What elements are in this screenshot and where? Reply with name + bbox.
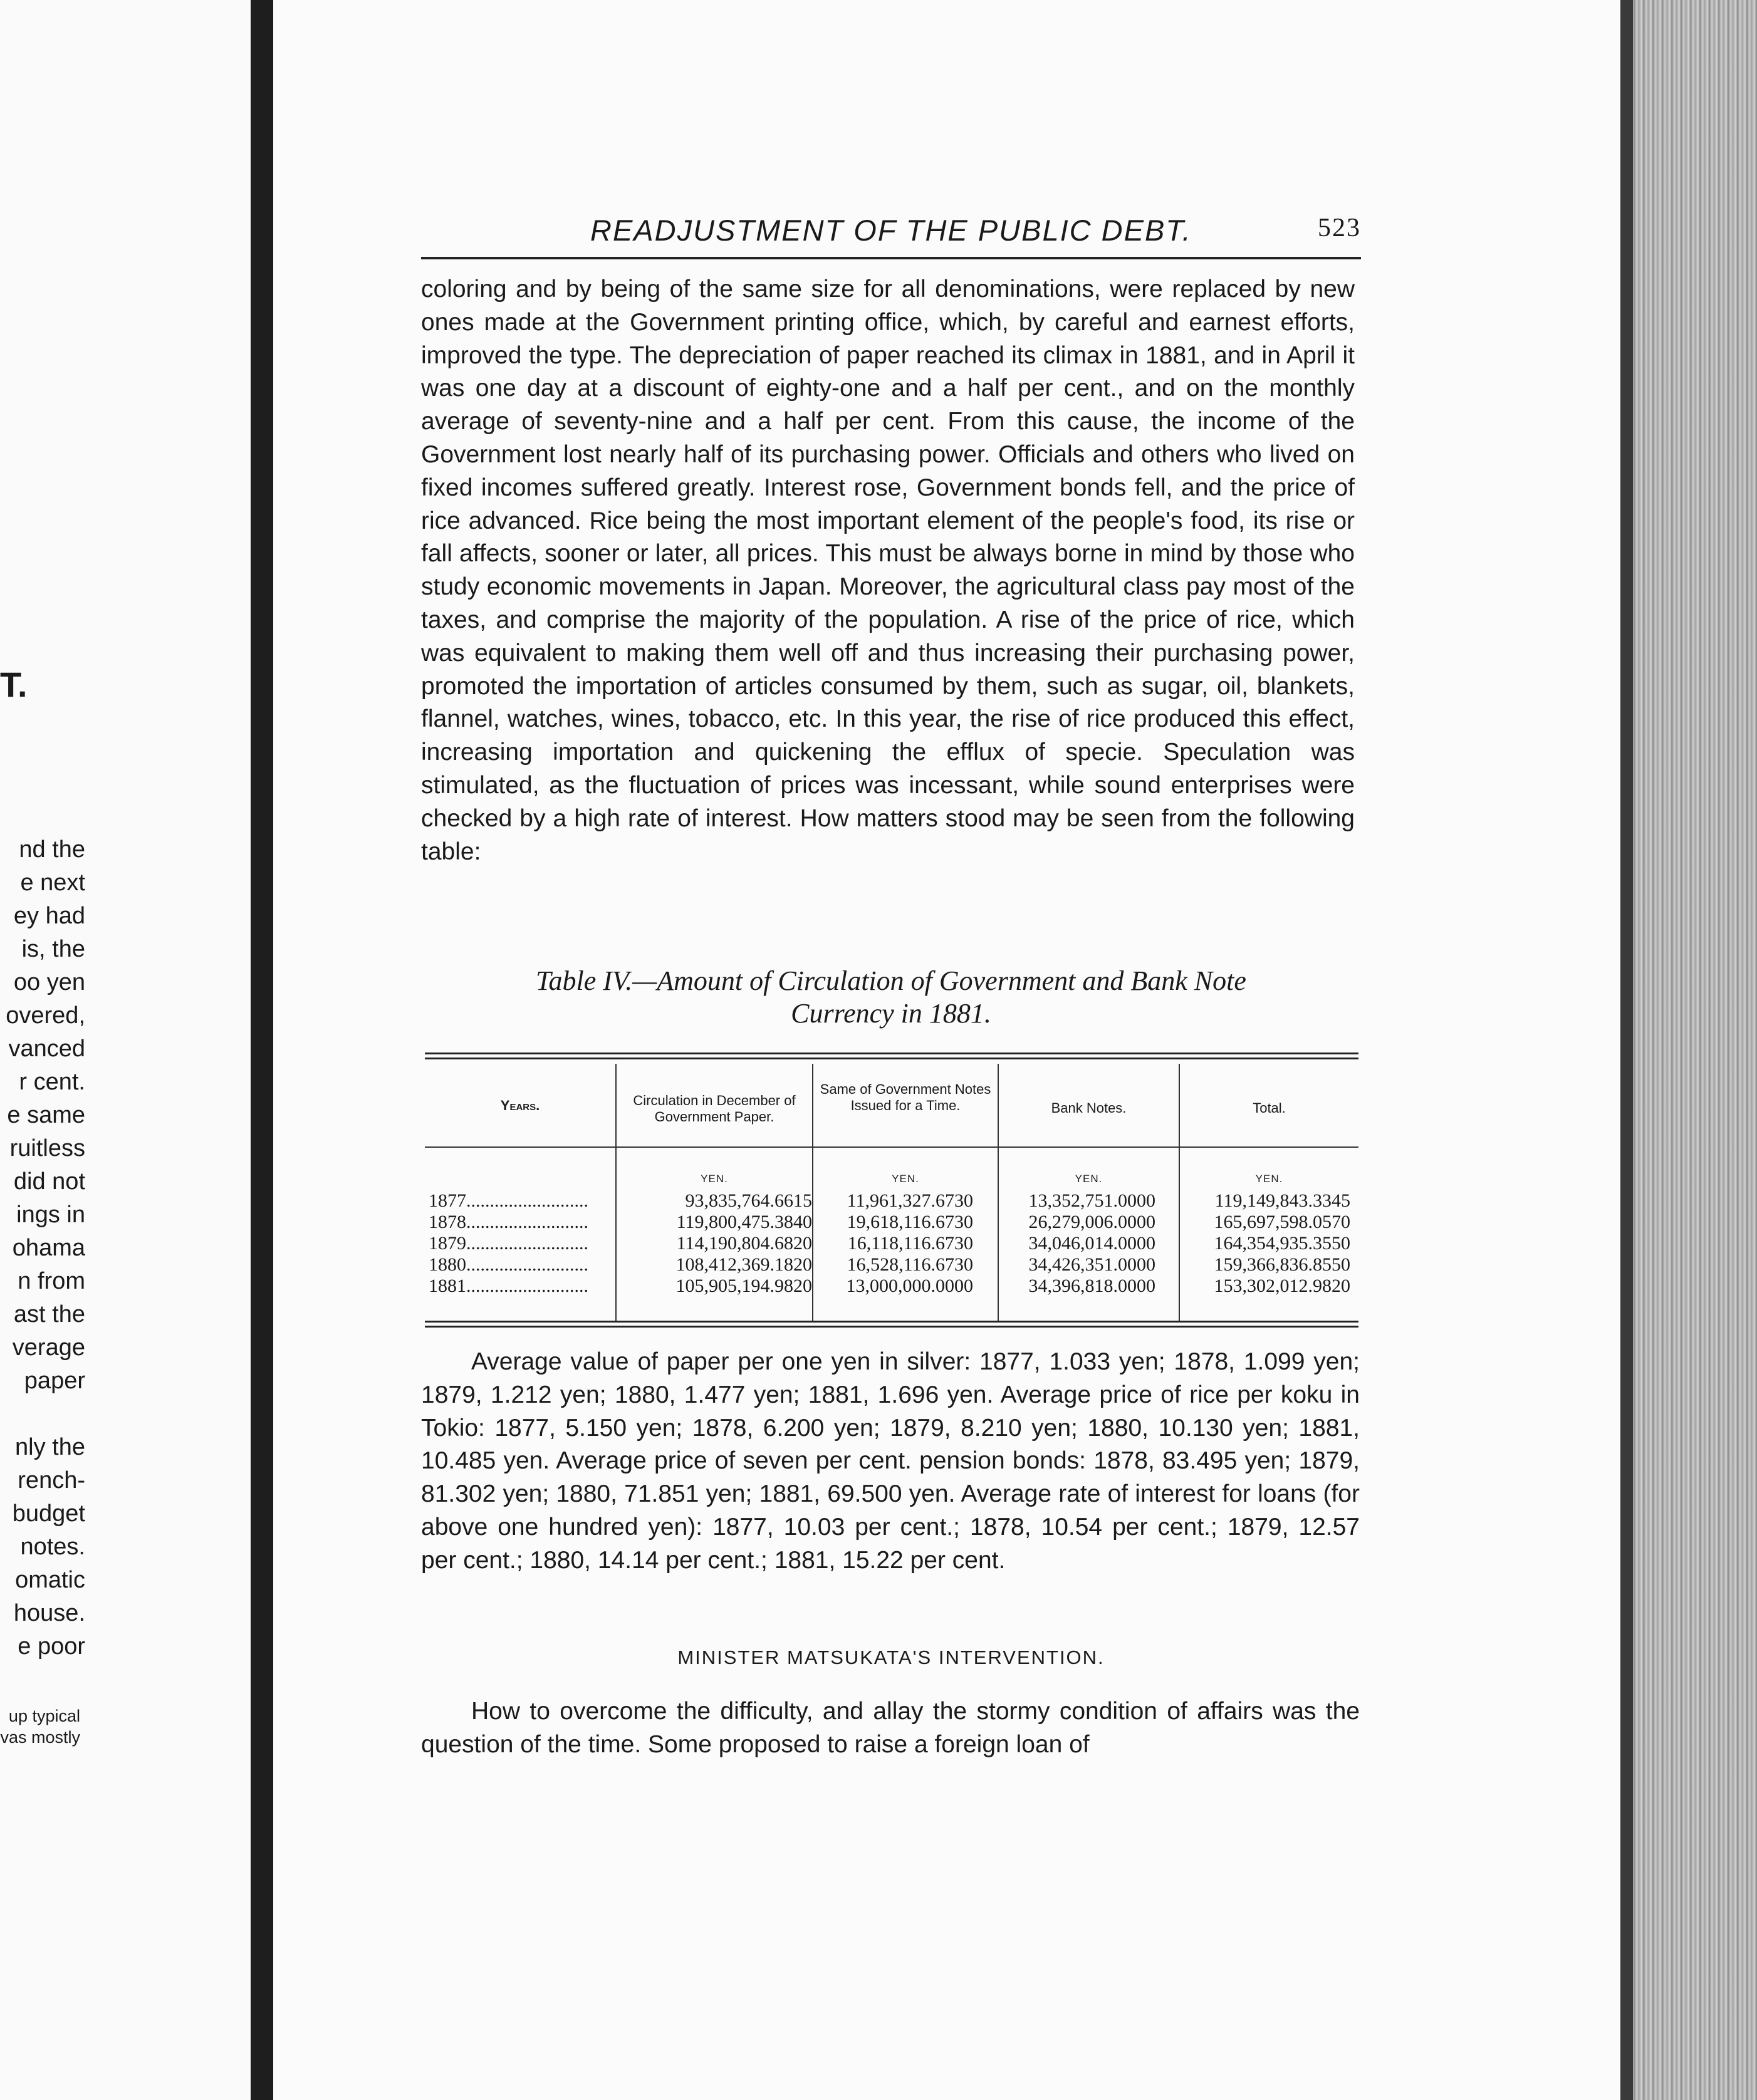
year-cell: 1879.......................... <box>429 1233 588 1254</box>
left-page-heading: T. <box>0 665 28 704</box>
bank-notes-cell: 34,396,818.0000 <box>1028 1276 1155 1296</box>
year-cell: 1881.......................... <box>429 1276 588 1296</box>
unit-label: YEN. <box>892 1173 919 1185</box>
left-line: nd the <box>19 836 85 863</box>
header-total: Total. <box>1253 1100 1286 1116</box>
government-notes-cell: 19,618,116.6730 <box>847 1212 973 1232</box>
total-cell: 153,302,012.9820 <box>1214 1276 1350 1296</box>
table-top-rule <box>425 1053 1358 1054</box>
left-line: paper <box>24 1368 85 1394</box>
table-row <box>425 1254 1358 1276</box>
government-notes-cell: 16,118,116.6730 <box>847 1233 973 1254</box>
total-cell: 119,149,843.3345 <box>1214 1190 1350 1211</box>
circulation-cell: 105,905,194.9820 <box>675 1276 812 1296</box>
paragraph: How to overcome the difficulty, and allay the stormy condition of affairs was the question of the time. Some proposed to raise a foreign loan of <box>421 1698 1360 1758</box>
left-line: budget <box>12 1500 85 1527</box>
left-line: nly the <box>15 1434 85 1460</box>
year-cell: 1877.......................... <box>429 1190 588 1211</box>
left-footnote-line: up typical <box>8 1707 80 1725</box>
running-title: READJUSTMENT OF THE PUBLIC DEBT. <box>590 214 1192 247</box>
government-notes-cell: 16,528,116.6730 <box>847 1254 973 1275</box>
left-line: r cent. <box>19 1069 85 1095</box>
left-line: n from <box>18 1268 85 1294</box>
year-cell: 1878.......................... <box>429 1212 588 1232</box>
left-line: omatic <box>15 1567 85 1593</box>
left-line: ast the <box>13 1301 85 1328</box>
bank-notes-cell: 13,352,751.0000 <box>1028 1190 1155 1211</box>
bank-notes-cell: 26,279,006.0000 <box>1028 1212 1155 1232</box>
left-line: vanced <box>8 1036 85 1062</box>
bank-notes-cell: 34,426,351.0000 <box>1028 1254 1155 1275</box>
total-cell: 164,354,935.3550 <box>1214 1233 1350 1254</box>
left-line: e poor <box>18 1633 85 1660</box>
page-edge-shadow <box>1620 0 1633 2100</box>
left-line: notes. <box>20 1534 85 1560</box>
left-line: overed, <box>6 1002 85 1029</box>
bank-notes-cell: 34,046,014.0000 <box>1028 1233 1155 1254</box>
table-caption <box>421 965 1361 1030</box>
currency-table <box>425 1053 1358 1328</box>
left-line: rench- <box>18 1467 85 1494</box>
left-line: ohama <box>12 1235 85 1261</box>
unit-label: YEN. <box>701 1173 728 1185</box>
section-heading: MINISTER MATSUKATA'S INTERVENTION. <box>677 1646 1105 1668</box>
left-line: is, the <box>21 936 85 962</box>
table-row <box>425 1190 1358 1212</box>
government-notes-cell: 13,000,000.0000 <box>846 1276 973 1296</box>
unit-label: YEN. <box>1075 1173 1103 1185</box>
header-circulation: Circulation in December of Government Paper. <box>633 1093 796 1125</box>
table-caption-line: Currency in 1881. <box>791 998 991 1029</box>
left-page-footnote <box>0 1705 80 1748</box>
header-rule <box>425 1146 1358 1148</box>
left-line: e same <box>7 1102 85 1128</box>
header-government-notes: Same of Government Notes Issued for a Time. <box>820 1081 991 1113</box>
left-line: ruitless <box>9 1135 85 1162</box>
total-cell: 165,697,598.0570 <box>1214 1212 1350 1232</box>
table-bottom-rule <box>425 1321 1358 1323</box>
left-footnote-line: vas mostly <box>0 1728 80 1747</box>
circulation-cell: 119,800,475.3840 <box>676 1212 812 1232</box>
book-gutter <box>251 0 273 2100</box>
table-bottom-rule <box>425 1326 1358 1328</box>
unit-label: YEN. <box>1255 1173 1283 1185</box>
paragraph: Average value of paper per one yen in silver: 1877, 1.033 yen; 1878, 1.099 yen; 1879, 1.212 yen; 1880, 1.477 yen; 1881, 1.696 yen. Average price of rice per koku in Tokio: 1877, 5.150 yen; 1878, 6.200 yen; 1879, 8.210 yen; 1880, 10.130 yen; 1881, 10.485 yen. Average price of seven per cent. pension bonds: 1878, 83.495 yen; 1879, 81.302 yen; 1880, 71.851 yen; 1881, 69.500 yen. Average rate of interest for loans (for above one hundred yen): 1877, 10.03 per cent.; 1878, 10.54 per cent.; 1879, 12.57 per cent.; 1880, 14.14 per cent.; 1881, 15.22 per cent. <box>421 1348 1360 1574</box>
table-row <box>425 1276 1358 1297</box>
left-line: oo yen <box>13 969 85 995</box>
running-head <box>421 213 1361 248</box>
left-line <box>0 1398 85 1431</box>
page-number: 523 <box>1318 214 1361 242</box>
header-bank-notes: Bank Notes. <box>1051 1100 1127 1116</box>
circulation-cell: 108,412,369.1820 <box>675 1254 812 1275</box>
table-row <box>425 1212 1358 1233</box>
left-page-text <box>0 833 85 1663</box>
table-row <box>425 1233 1358 1254</box>
left-line: did not <box>13 1168 85 1195</box>
left-line: house. <box>13 1600 85 1626</box>
left-line: ings in <box>16 1202 85 1228</box>
header-years: Years. <box>500 1098 540 1113</box>
left-line: ey had <box>13 903 85 929</box>
left-line: verage <box>12 1334 85 1361</box>
government-notes-cell: 11,961,327.6730 <box>847 1190 973 1211</box>
circulation-cell: 93,835,764.6615 <box>685 1190 812 1211</box>
table-top-rule <box>425 1058 1358 1059</box>
circulation-cell: 114,190,804.6820 <box>676 1233 812 1254</box>
table-caption-line: Table IV.—Amount of Circulation of Government and Bank Note <box>536 965 1246 996</box>
page-edges <box>1620 0 1757 2100</box>
total-cell: 159,366,836.8550 <box>1214 1254 1350 1275</box>
year-cell: 1880.......................... <box>429 1254 588 1275</box>
left-line: e next <box>20 870 85 896</box>
header-rule <box>421 257 1361 259</box>
paragraph: coloring and by being of the same size for all denominations, were replaced by new ones made at the Government printing office, which, by careful and earnest efforts, improved the type. The depreciation of paper reached its climax in 1881, and in April it was one day at a discount of eighty-one and a half per cent., and on the monthly average of seventy-nine and a half per cent. From this cause, the income of the Government lost nearly half of its purchasing power. Officials and others who lived on fixed incomes suffered greatly. Interest rose, Government bonds fell, and the price of rice advanced. Rice being the most important element of the people's food, its rise or fall affects, sooner or later, all prices. This must be always borne in mind by those who study economic movements in Japan. Moreover, the agricultural class pay most of the taxes, and comprise the majority of the population. A rise of the price of rice, which was equivalent to making them well off and thus increasing their purchasing power, promoted the importation of articles consumed by them, such as sugar, oil, blankets, flannel, watches, wines, tobacco, etc. In this year, the rise of rice produced this effect, increasing importation and quickening the efflux of specie. Speculation was stimulated, as the fluctuation of prices was incessant, while sound enterprises were checked by a high rate of interest. How matters stood may be seen from the following table: <box>421 276 1355 865</box>
